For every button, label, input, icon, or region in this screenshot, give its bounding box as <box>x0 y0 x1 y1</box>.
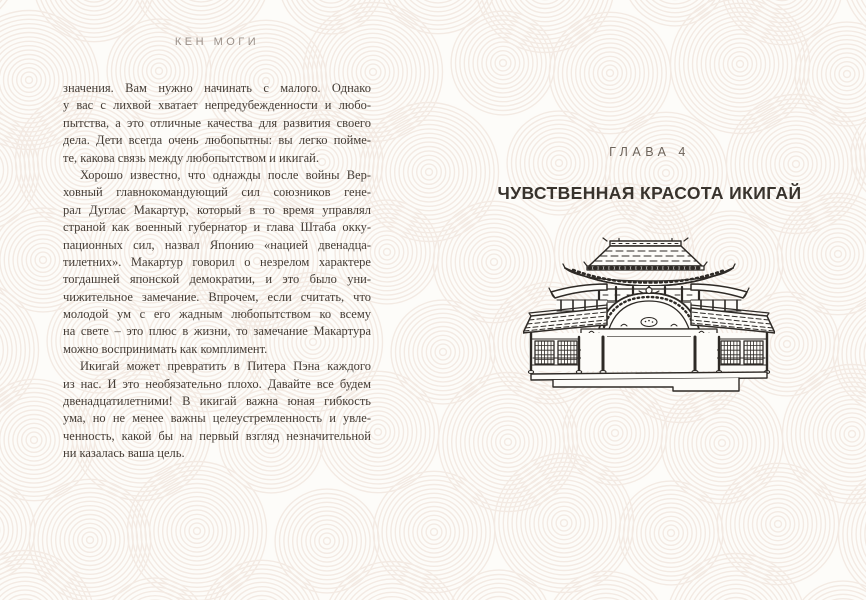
chapter-illustration-japanese-bathhouse <box>523 237 775 397</box>
text-line: ни казалась ваша цель. <box>63 446 185 461</box>
text-line: двенадцатилетними! В икигай важна юная гибкость <box>63 394 371 409</box>
text-line: те, какова связь между любопытством и икигай. <box>63 150 319 165</box>
body-text <box>63 80 371 463</box>
text-line: чижительное замечание. Впрочем, если считать, что <box>63 289 371 304</box>
text-line: пационных сил, назвал Японию «нацией двенадца- <box>63 237 371 252</box>
chapter-number: ГЛАВА 4 <box>609 145 690 159</box>
text-line: значения. Вам нужно начинать с малого. Однако <box>63 81 371 95</box>
text-line: ченность, какой бы на первый взгляд незначительной <box>63 428 371 443</box>
text-line: тогдашней японской демократии, и это было уни- <box>63 272 371 287</box>
text-line: из нас. И это необязательно плохо. Давайте все будем <box>63 376 371 391</box>
text-line: ховный главнокомандующий сил союзников гене- <box>63 185 371 200</box>
text-line: можно воспринимать как комплимент. <box>63 341 268 356</box>
text-line: молодой ум с его жадным любопытством ко всему <box>63 307 371 322</box>
text-line: дела. Дети всегда очень любопытны: вы легко пойме- <box>63 133 371 148</box>
text-line: на свете – это плюс в жизни, то замечание Макартура <box>63 324 371 339</box>
text-line: Икигай может превратить в Питера Пэна каждого <box>80 359 371 374</box>
text-line: пытства, а это отличные качества для развития своего <box>63 115 371 130</box>
running-head: КЕН МОГИ <box>174 36 260 48</box>
text-line: Хорошо известно, что однажды после войны Вер- <box>80 167 371 182</box>
text-line: рал Дуглас Макартур, который в то время управлял <box>63 202 371 217</box>
text-line: у вас с лихвой хватает непредубежденности и любо- <box>63 98 371 113</box>
text-line: ума, но не менее важны целеустремленность и увле- <box>63 411 371 426</box>
text-line: тилетних». Макартур говорил о незрелом характере <box>63 254 371 269</box>
text-line: страной как военный губернатор и глава Штаба окку- <box>63 220 371 235</box>
chapter-title: ЧУВСТВЕННАЯ КРАСОТА ИКИГАЙ <box>497 183 802 203</box>
